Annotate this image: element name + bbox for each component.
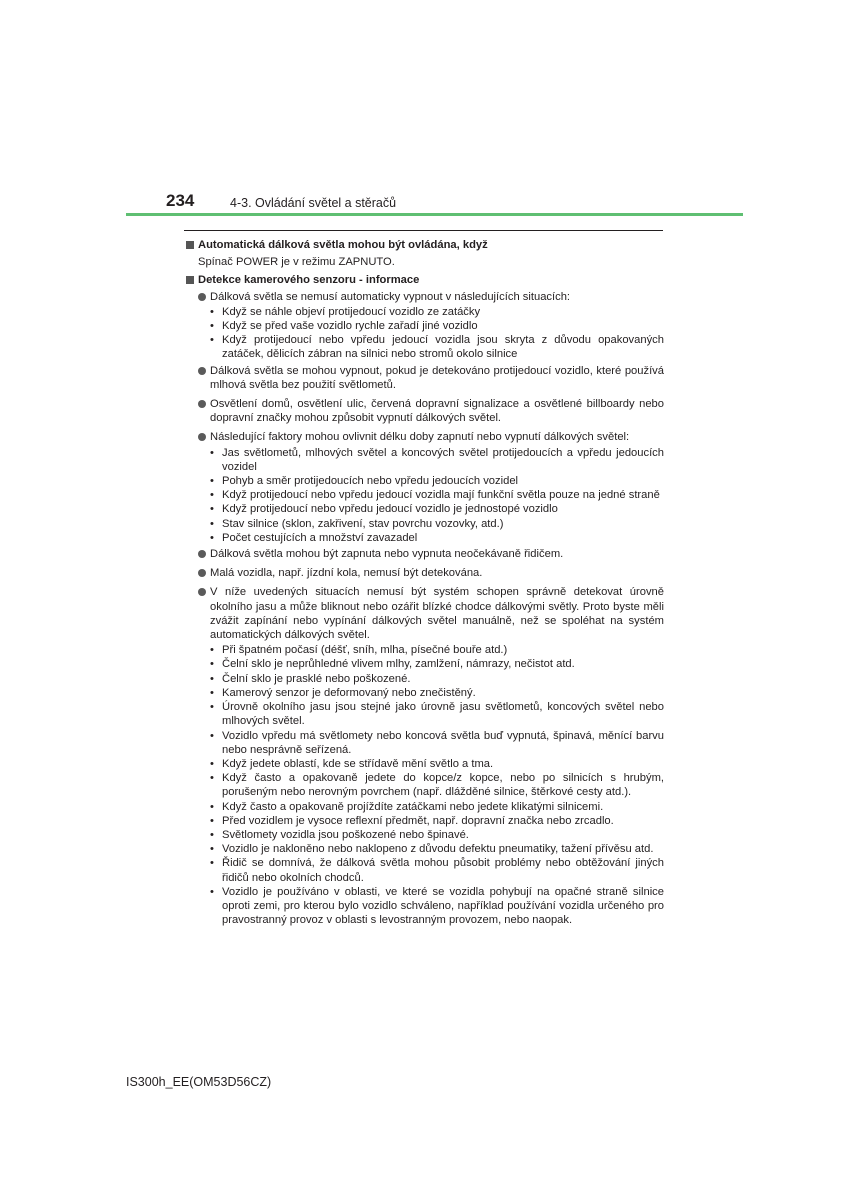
bullet-item-text: Jas světlometů, mlhových světel a koncových světel protijedoucích a vpředu jedoucích vozidel [222,446,664,473]
bullet-icon: • [210,729,214,742]
bullet-icon: • [210,475,214,488]
circle-bullet-icon [198,569,206,577]
document-code: IS300h_EE(OM53D56CZ) [126,1075,272,1089]
circle-bullet-icon [198,367,206,375]
bullet-item [184,657,664,671]
bullet-item [184,643,664,657]
bullet-icon: • [210,843,214,856]
bullet-item-text: Úrovně okolního jasu jsou stejné jako úrovně jasu světlometů, koncových světel nebo mlhových světel. [222,701,664,728]
bullet-icon: • [210,658,214,671]
bullet-item-text: Když často a opakovaně jedete do kopce/z kopce, nebo po silnicích s hrubým, porušeným nebo nerovným povrchem (např. dlážděné silnice, štěrkové cesty atd.). [222,772,664,799]
info-item-text: V níže uvedených situacích nemusí být systém schopen správně detekovat úrovně okolního jasu a může bliknout nebo ozářit blízké chodce dálkovými světly. Proto byste měli zvážit zapínání nebo vypínání dálkových světel manuálně, než se spoléhat na systém automatických dálkových světel. [210,586,664,642]
bullet-icon: • [210,857,214,870]
bullet-item-text: Když často a opakovaně projíždíte zatáčkami nebo jedete klikatými silnicemi. [222,800,604,813]
circle-bullet-icon [198,293,206,301]
bullet-item-text: Světlomety vozidla jsou poškozené nebo špinavé. [222,828,469,841]
info-item-text: Dálková světla se mohou vypnout, pokud je detekováno protijedoucí vozidlo, které používá mlhová světla bez použití světlometů. [210,364,664,391]
bullet-item [184,672,664,686]
bullet-item [184,686,664,700]
bullet-item [184,517,664,531]
bullet-icon: • [210,885,214,898]
bullet-item-text: Vozidlo je používáno v oblasti, ve které se vozidla pohybují na opačné straně silnice oproti zemi, pro kterou bylo vozidlo schváleno, například používání vozidla určeného pro pravostranný provoz v oblasti s levostranným provozem, nebo naopak. [222,885,664,927]
bullet-icon: • [210,531,214,544]
bullet-item-text: Stav silnice (sklon, zakřivení, stav povrchu vozovky, atd.) [222,517,504,530]
bullet-item [184,446,664,474]
bullet-item-text: Když jedete oblastí, kde se střídavě mění světlo a tma. [222,757,494,770]
info-item [184,585,664,642]
bullet-item-text: Vozidlo vpředu má světlomety nebo koncová světla buď vypnutá, špinavá, měnící barvu nebo nesprávně seřízená. [222,729,664,756]
page-header [0,190,848,220]
bullet-icon: • [210,334,214,347]
info-items-list [184,290,664,928]
bullet-item-text: Když se náhle objeví protijedoucí vozidlo ze zatáčky [222,305,481,318]
bullet-list [184,446,664,545]
section-heading-text: Detekce kamerového senzoru - informace [198,274,420,287]
bullet-item [184,488,664,502]
section-heading-text: Automatická dálková světla mohou být ovládána, když [198,239,488,251]
info-item-text: Osvětlení domů, osvětlení ulic, červená dopravní signalizace a osvětlené billboardy nebo dopravní značky mohou způsobit vypnutí dálkových světel. [210,398,664,425]
bullet-item [184,771,664,799]
section-title: 4-3. Ovládání světel a stěračů [230,196,397,210]
info-item [184,430,664,444]
header-accent-rule [126,213,743,216]
bullet-item-text: Čelní sklo je prasklé nebo poškozené. [222,672,411,685]
bullet-item [184,800,664,814]
bullet-icon: • [210,672,214,685]
bullet-item-text: Před vozidlem je vysoce reflexní předmět, např. dopravní značka nebo zrcadlo. [222,814,614,827]
bullet-item [184,842,664,856]
bullet-item-text: Když protijedoucí nebo vpředu jedoucí vozidlo je jednostopé vozidlo [222,503,558,516]
bullet-item-text: Řidič se domnívá, že dálková světla mohou působit problémy nebo obtěžování jiných řidičů nebo okolních chodců. [222,857,664,884]
info-item-text: Malá vozidla, např. jízdní kola, nemusí být detekována. [210,567,483,580]
bullet-item [184,700,664,728]
bullet-icon: • [210,489,214,502]
bullet-icon: • [210,800,214,813]
info-item-text: Dálková světla se nemusí automaticky vypnout v následujících situacích: [210,290,571,303]
bullet-icon: • [210,757,214,770]
circle-bullet-icon [198,433,206,441]
bullet-icon: • [210,446,214,459]
bullet-icon: • [210,305,214,318]
section-text: Spínač POWER je v režimu ZAPNUTO. [198,256,395,269]
bullet-item [184,729,664,757]
content-top-rule [184,230,663,231]
bullet-item [184,531,664,545]
bullet-item [184,333,664,361]
bullet-icon: • [210,644,214,657]
bullet-item [184,856,664,884]
circle-bullet-icon [198,588,206,596]
bullet-item [184,814,664,828]
bullet-item-text: Čelní sklo je neprůhledné vlivem mlhy, zamlžení, námrazy, nečistot atd. [222,658,575,671]
info-item [184,547,664,561]
info-item [184,566,664,580]
bullet-item [184,502,664,516]
bullet-item [184,757,664,771]
bullet-item-text: Pohyb a směr protijedoucích nebo vpředu jedoucích vozidel [222,475,519,488]
info-item [184,290,664,304]
bullet-icon: • [210,320,214,333]
square-bullet-icon [186,241,194,249]
section-heading [184,273,664,287]
info-item-text: Následující faktory mohou ovlivnit délku doby zapnutí nebo vypnutí dálkových světel: [210,431,630,444]
circle-bullet-icon [198,400,206,408]
bullet-item-text: Při špatném počasí (déšť, sníh, mlha, písečné bouře atd.) [222,644,508,657]
bullet-item-text: Když se před vaše vozidlo rychle zařadí jiné vozidlo [222,320,478,333]
bullet-item [184,474,664,488]
page-content [184,236,664,929]
bullet-item [184,885,664,928]
circle-bullet-icon [198,550,206,558]
page-number: 234 [166,191,195,210]
bullet-icon: • [210,686,214,699]
section-heading [184,238,664,252]
bullet-item-text: Když protijedoucí nebo vpředu jedoucí vozidla jsou skryta z důvodu opakovaných zatáček, dělicích zábran na silnici nebo stromů okolo silnice [222,334,664,361]
bullet-list [184,643,664,927]
info-item [184,397,664,425]
bullet-icon: • [210,828,214,841]
bullet-icon: • [210,517,214,530]
bullet-item-text: Když protijedoucí nebo vpředu jedoucí vozidla mají funkční světla pouze na jedné straně [222,489,660,502]
bullet-item-text: Kamerový senzor je deformovaný nebo znečistěný. [222,686,476,699]
bullet-item [184,305,664,319]
bullet-list [184,305,664,362]
bullet-item-text: Vozidlo je nakloněno nebo naklopeno z důvodu defektu pneumatiky, tažení přívěsu atd. [222,843,654,856]
bullet-item-text: Počet cestujících a množství zavazadel [222,531,418,544]
square-bullet-icon [186,276,194,284]
bullet-item [184,319,664,333]
info-item [184,364,664,392]
bullet-item [184,828,664,842]
bullet-icon: • [210,814,214,827]
bullet-icon: • [210,772,214,785]
bullet-icon: • [210,503,214,516]
bullet-icon: • [210,701,214,714]
info-item-text: Dálková světla mohou být zapnuta nebo vypnuta neočekávaně řidičem. [210,548,564,561]
